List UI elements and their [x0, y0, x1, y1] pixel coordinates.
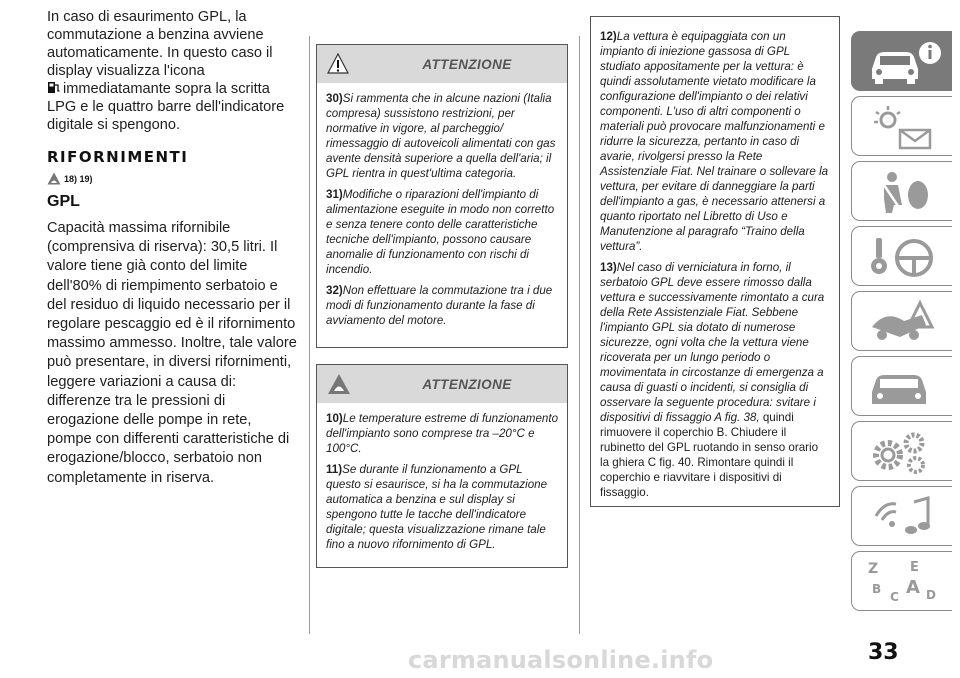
tab-index[interactable]	[851, 551, 952, 611]
tab-multimedia[interactable]	[851, 486, 952, 546]
gears-icon	[866, 429, 946, 475]
warning-box-header	[317, 45, 567, 83]
note-number: 30)	[326, 92, 343, 105]
note-text: Se durante il funzionamento a GPL questo si esaurisce, si ha la commutazione automatica a benzina e sul display si spengono tutte le tacche dell'indicatore digitale; questa visualizzazione rimane tale fino a nuovo rifornimento di GPL.	[326, 463, 548, 551]
warning-lights-icon	[866, 104, 946, 150]
notes-box	[590, 16, 840, 507]
svg-text:E: E	[910, 560, 919, 575]
note-number: 11)	[326, 463, 343, 476]
note-text: Modifiche o riparazioni dell'impianto di alimentazione eseguite in modo non corretto e senza tenere conto delle caratteristiche tecniche dell'impianto, possono causare anomalie di funzionamento con rischi di incendio.	[326, 188, 555, 276]
svg-text:C: C	[890, 590, 899, 604]
emergency-icon	[866, 299, 946, 345]
note-text: Nel caso di verniciatura in forno, il serbatoio GPL deve essere rimosso dalla vettura e successivamente rimontato a cura della Rete Assistenziale Fiat. Sebbene l'impianto GPL sia dotato di numerose sicurezze, ogni volta che la vettura viene ricoverata per un lungo periodo o movimentata in circostanze di emergenza a causa di guasti o incidenti, si consiglia di osservare la seguente procedura: svitare i dispositivi di fissaggio A fig. 38,	[600, 261, 825, 424]
intro-paragraph	[47, 8, 299, 134]
main-text-column	[47, 8, 299, 488]
intro-text-a: In caso di esaurimento GPL, la commutazione a benzina avviene automaticamente. In questo caso il display visualizza l'icona	[47, 9, 273, 79]
page-number: 33	[868, 640, 899, 665]
svg-text:D: D	[926, 588, 936, 602]
safety-airbag-icon	[866, 169, 946, 215]
multimedia-icon	[866, 494, 946, 540]
note-item	[600, 29, 830, 254]
svg-text:Z: Z	[868, 561, 879, 577]
note-text: Non effettuare la commutazione tra i due modi di funzionamento durante la fase di avviamento del motore.	[326, 284, 553, 327]
warning-box-title: ATTENZIONE	[422, 57, 512, 72]
tab-safety[interactable]	[851, 161, 952, 221]
warning-box	[316, 44, 568, 348]
note-text-plain: quindi rimuovere il coperchio B. Chiudere il rubinetto del GPL ruotando in senso orario la ghiera C fig. 40. Rimontare quindi il coperchio e riavvitare i dispositivi di fissaggio.	[600, 411, 819, 499]
car-info-icon	[866, 39, 946, 85]
intro-text-b: immediatamante sopra la scritta LPG e le quattro barre dell'indicatore digitale si spengono.	[47, 81, 285, 133]
tab-warning-lights[interactable]	[851, 96, 952, 156]
note-item	[326, 91, 558, 181]
svg-text:A: A	[906, 577, 920, 598]
reference-line	[47, 172, 299, 185]
chapter-sidebar	[851, 31, 956, 616]
note-item	[600, 260, 830, 500]
warning-triangle-icon	[327, 53, 349, 75]
tab-emergency[interactable]	[851, 291, 952, 351]
column-divider	[309, 36, 310, 634]
reference-numbers: 18) 19)	[64, 174, 93, 184]
warning-hand-icon	[327, 373, 351, 395]
note-number: 12)	[600, 30, 617, 43]
note-text: Le temperature estreme di funzionamento dell'impianto sono comprese tra –20°C e 100°C.	[326, 412, 559, 455]
tab-maintenance[interactable]	[851, 356, 952, 416]
section-title: RIFORNIMENTI	[47, 148, 189, 166]
note-number: 32)	[326, 284, 343, 297]
warning-hand-icon	[47, 172, 61, 185]
body-paragraph: Capacità massima rifornibile (comprensiva di riserva): 30,5 litri. Il valore tiene già conto del limite dell'80% di riempimento serbatoio e del residuo di liquido necessario per il regolare pescaggio ed è il rifornimento massimo ammesso. Inoltre, tale valore può presentare, in diversi rifornimenti, leggere variazioni a causa di: differenze tra le pressioni di erogazione delle pompe in rete, pompe con differenti caratteristiche di erogazione/blocco, serbatoio non completamente in riserva.	[47, 220, 297, 486]
index-letters-icon	[866, 559, 946, 605]
warning-box-header	[317, 365, 567, 403]
note-item	[326, 411, 558, 456]
warning-box-body	[317, 83, 567, 342]
note-text: La vettura è equipaggiata con un impianto di iniezione gassosa di GPL studiato appositamente per la vettura: è quindi assolutamente vietato modificare la configurazione dell'impianto o dei relativi componenti. L'uso di altri componenti o materiali può provocare malfunzionamenti e ridurre la sicurezza, pertanto in caso di avarie, rivolgersi presso la Rete Assistenziale Fiat. Nel trainare o sollevare la vettura, per evitare di danneggiare la parti dell'impianto a gas, è necessario attenersi a quanto riportato nel Libretto di Uso e Manutenzione al paragrafo “Traino della vettura”.	[600, 30, 829, 253]
lpg-fuel-icon	[47, 81, 61, 94]
subheading: GPL	[47, 193, 80, 210]
warning-box-title: ATTENZIONE	[422, 377, 512, 392]
warning-box	[316, 364, 568, 568]
watermark: carmanualsonline.info	[408, 646, 714, 674]
warning-box-body	[317, 403, 567, 566]
tab-starting-driving[interactable]	[851, 226, 952, 286]
note-number: 13)	[600, 261, 617, 274]
note-number: 31)	[326, 188, 343, 201]
note-number: 10)	[326, 412, 343, 425]
tab-technical-data[interactable]	[851, 421, 952, 481]
car-maintenance-icon	[866, 364, 946, 410]
column-divider	[579, 36, 580, 634]
notes-box-body	[591, 17, 839, 514]
svg-text:B: B	[872, 582, 882, 596]
note-item	[326, 283, 558, 328]
key-steering-icon	[866, 234, 946, 280]
note-item	[326, 462, 558, 552]
note-item	[326, 187, 558, 277]
tab-car-info[interactable]	[851, 31, 952, 91]
note-text: Si rammenta che in alcune nazioni (Italia compresa) sussistono restrizioni, per normative in vigore, al parcheggio/ rimessaggio di autoveicoli alimentati con gas avente densità superiore a quella dell'aria; il GPL rientra in quest'ultima categoria.	[326, 92, 556, 180]
